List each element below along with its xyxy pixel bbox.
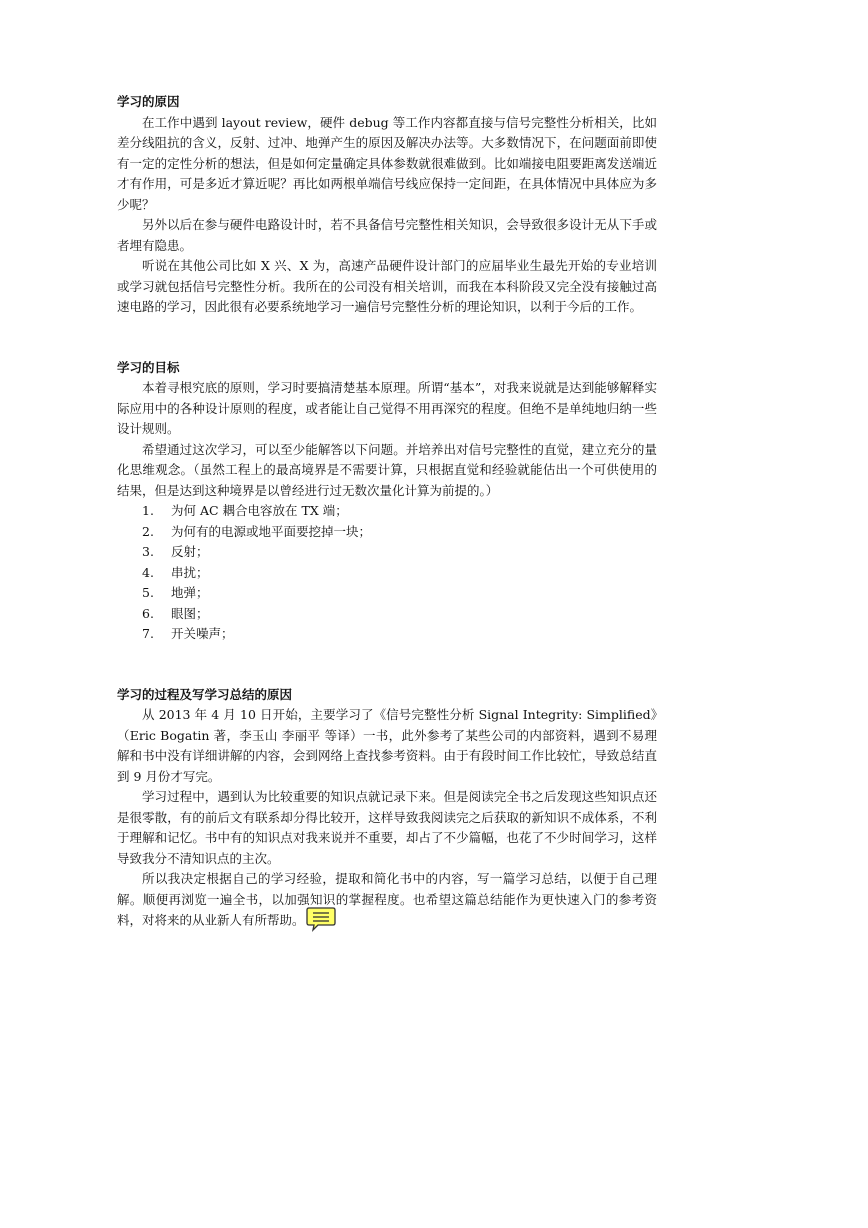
paragraph-with-comment xyxy=(117,869,657,932)
paragraph-text: 所以我决定根据自己的学习经验，提取和简化书中的内容，写一篇学习总结，以便于自己理解。顺便再浏览一遍全书，以加强知识的掌握程度。也希望这篇总结能作为更快速入门的参考资料，对将来的从业新人有所帮助。 xyxy=(117,871,657,928)
paragraph: 本着寻根究底的原则，学习时要搞清楚基本原理。所谓“基本”，对我来说就是达到能够解释实际应用中的各种设计原则的程度，或者能让自己觉得不用再深究的程度。但绝不是单纯地归纳一些设计规则。 xyxy=(117,380,657,436)
list-text: 眼图； xyxy=(171,605,209,621)
section-heading: 学习的过程及写学习总结的原因 xyxy=(117,686,293,702)
paragraph: 希望通过这次学习，可以至少能解答以下问题。并培养出对信号完整性的直觉，建立充分的量化思维观念。（虽然工程上的最高境界是不需要计算，只根据直觉和经验就能估出一个可供使用的结果，但是达到这种境界是以曾经进行过无数次量化计算为前提的。） xyxy=(117,441,657,498)
section-goals xyxy=(117,358,657,645)
list-item xyxy=(117,583,657,604)
section-process xyxy=(117,685,657,933)
paragraph: 听说在其他公司比如 X 兴、X 为，高速产品硬件设计部门的应届毕业生最先开始的专业培训或学习就包括信号完整性分析。我所在的公司没有相关培训，而我在本科阶段又完全没有接触过高速电路的学习，因此很有必要系统地学习一遍信号完整性分析的理论知识，以利于今后的工作。 xyxy=(117,258,657,314)
list-item xyxy=(117,542,657,563)
list-number: 1. xyxy=(142,503,154,518)
list-number: 7. xyxy=(142,626,154,641)
comment-icon[interactable] xyxy=(306,906,336,932)
list-number: 3. xyxy=(142,544,154,559)
paragraph: 学习过程中，遇到认为比较重要的知识点就记录下来。但是阅读完全书之后发现这些知识点还是很零散，有的前后文有联系却分得比较开，这样导致我阅读完之后获取的新知识不成体系，不利于理解和记忆。书中有的知识点对我来说并不重要，却占了不少篇幅，也花了不少时间学习，这样导致我分不清知识点的主次。 xyxy=(117,789,657,866)
list-text: 地弹； xyxy=(171,585,209,600)
list-number: 4. xyxy=(142,564,154,580)
paragraph: 在工作中遇到 layout review，硬件 debug 等工作内容都直接与信号完整性分析相关，比如差分线阻抗的含义，反射、过冲、地弹产生的原因及解决办法等。大多数情况下，在问题面前即使有一定的定性分析的想法，但是如何定量确定具体参数就很难做到。比如端接电阻要距离发送端近才有作用，可是多近才算近呢？再比如两根单端信号线应保持一定间距，在具体情况中具体应为多少呢？ xyxy=(117,114,657,212)
section-heading: 学习的目标 xyxy=(117,359,180,375)
list-item xyxy=(117,522,657,543)
list-text: 反射； xyxy=(171,544,209,559)
list-item xyxy=(117,563,657,584)
list-text: 开关噪声； xyxy=(171,626,234,641)
paragraph: 另外以后在参与硬件电路设计时，若不具备信号完整性相关知识，会导致很多设计无从下手或者埋有隐患。 xyxy=(117,217,657,253)
list-number: 6. xyxy=(142,605,154,621)
list-text: 为何有的电源或地平面要挖掉一块； xyxy=(171,523,372,539)
section-reasons xyxy=(117,92,657,318)
list-item xyxy=(117,624,657,645)
section-heading: 学习的原因 xyxy=(117,94,180,109)
list-number: 5. xyxy=(142,585,154,600)
list-item xyxy=(117,501,657,522)
list-text: 串扰； xyxy=(171,564,209,580)
question-list xyxy=(117,501,657,645)
paragraph: 从 2013 年 4 月 10 日开始，主要学习了《信号完整性分析 Signal Integrity: Simplified》（Eric Bogatin 著，李玉山 李丽平 等译）一书，此外参考了某些公司的内部资料，遇到不易理解和书中没有详细讲解的内容，会到网络上查找参考资料。由于有段时间工作比较忙，导致总结直到 9 月份才写完。 xyxy=(117,707,657,784)
list-text: 为何 AC 耦合电容放在 TX 端； xyxy=(171,503,348,518)
document-page xyxy=(117,92,657,932)
list-item xyxy=(117,604,657,625)
list-number: 2. xyxy=(142,523,154,539)
